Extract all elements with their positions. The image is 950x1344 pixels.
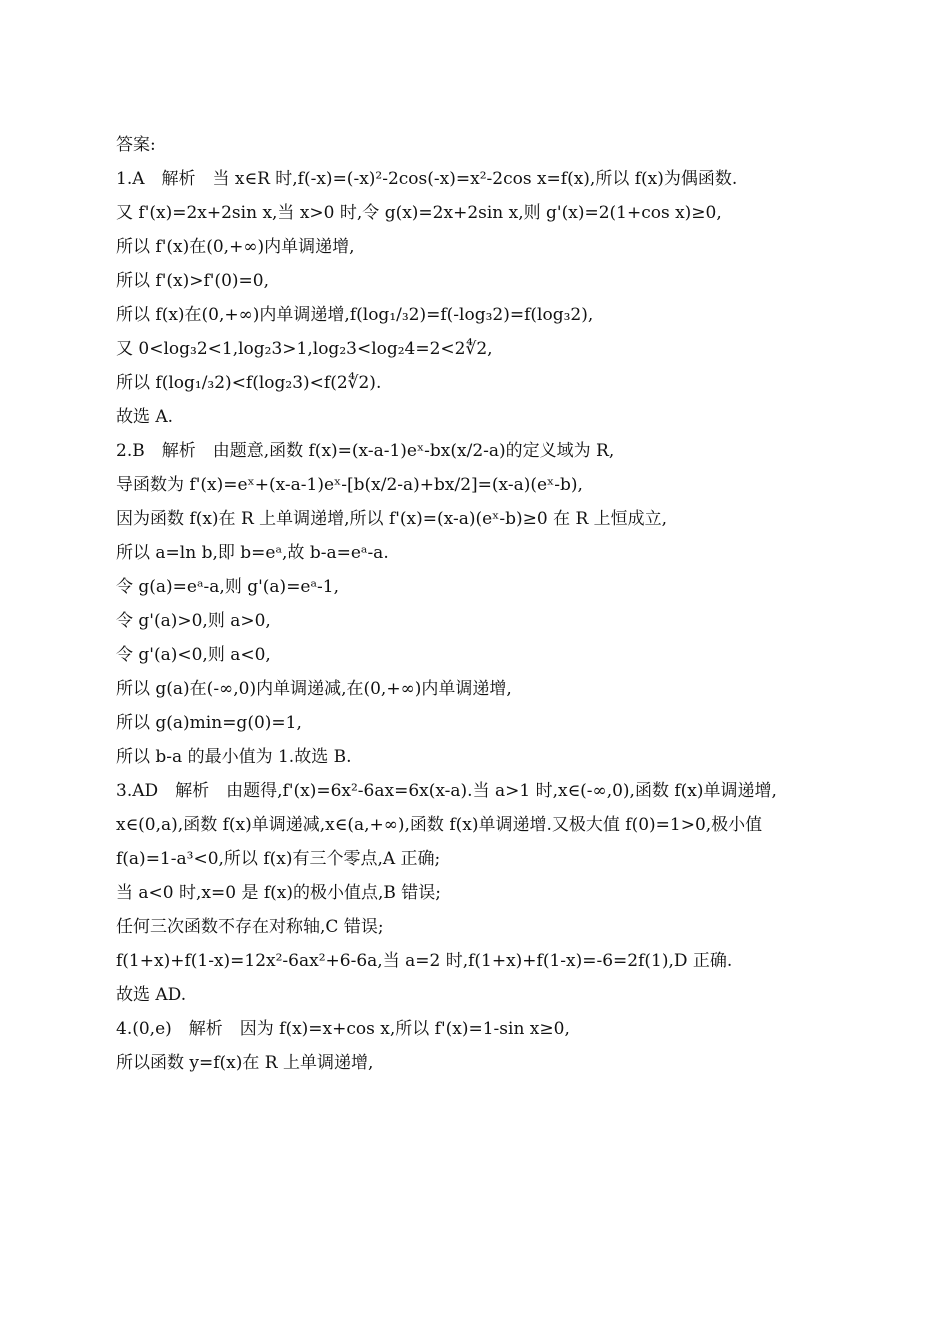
solution-line: 所以 g(a)min=g(0)=1,	[116, 713, 302, 733]
solution-line: 3.AD 解析 由题得,f'(x)=6x²-6ax=6x(x-a).当 a>1 时,x∈(-∞,0),函数 f(x)单调递增,	[116, 781, 777, 801]
solution-line: x∈(0,a),函数 f(x)单调递减,x∈(a,+∞),函数 f(x)单调递增.又极大值 f(0)=1>0,极小值	[116, 815, 763, 835]
solution-line: 任何三次函数不存在对称轴,C 错误;	[116, 917, 384, 937]
solution-line: 所以 f(log₁/₃2)<f(log₂3)<f(2∜2).	[116, 373, 382, 393]
solution-line: 4.(0,e) 解析 因为 f(x)=x+cos x,所以 f'(x)=1-sin x≥0,	[116, 1019, 570, 1039]
solution-line: 又 0<log₃2<1,log₂3>1,log₂3<log₂4=2<2∜2,	[116, 339, 493, 359]
solution-line: 令 g'(a)<0,则 a<0,	[116, 645, 271, 665]
solution-line: 令 g(a)=eᵃ-a,则 g'(a)=eᵃ-1,	[116, 577, 340, 597]
answer-document	[116, 128, 816, 1080]
solution-line: 所以 g(a)在(-∞,0)内单调递减,在(0,+∞)内单调递增,	[116, 679, 512, 699]
solution-line: 故选 AD.	[116, 985, 187, 1005]
answer-header: 答案:	[116, 135, 156, 155]
solution-line: 因为函数 f(x)在 R 上单调递增,所以 f'(x)=(x-a)(eˣ-b)≥0 在 R 上恒成立,	[116, 509, 668, 529]
solution-line: 令 g'(a)>0,则 a>0,	[116, 611, 271, 631]
solution-line: 所以 a=ln b,即 b=eᵃ,故 b-a=eᵃ-a.	[116, 543, 389, 563]
solution-line: 所以 f'(x)在(0,+∞)内单调递增,	[116, 237, 355, 257]
solution-line: 所以 b-a 的最小值为 1.故选 B.	[116, 747, 352, 767]
solution-line: 1.A 解析 当 x∈R 时,f(-x)=(-x)²-2cos(-x)=x²-2cos x=f(x),所以 f(x)为偶函数.	[116, 169, 738, 189]
solution-line: 故选 A.	[116, 407, 174, 427]
solution-line: f(1+x)+f(1-x)=12x²-6ax²+6-6a,当 a=2 时,f(1+x)+f(1-x)=-6=2f(1),D 正确.	[116, 951, 733, 971]
solution-line: 所以函数 y=f(x)在 R 上单调递增,	[116, 1053, 374, 1073]
solution-line: 所以 f(x)在(0,+∞)内单调递增,f(log₁/₃2)=f(-log₃2)=f(log₃2),	[116, 305, 594, 325]
solution-line: 导函数为 f'(x)=eˣ+(x-a-1)eˣ-[b(x/2-a)+bx/2]=(x-a)(eˣ-b),	[116, 475, 583, 495]
solution-line: 当 a<0 时,x=0 是 f(x)的极小值点,B 错误;	[116, 883, 442, 903]
solution-line: 又 f'(x)=2x+2sin x,当 x>0 时,令 g(x)=2x+2sin x,则 g'(x)=2(1+cos x)≥0,	[116, 203, 722, 223]
solution-line: 2.B 解析 由题意,函数 f(x)=(x-a-1)eˣ-bx(x/2-a)的定义域为 R,	[116, 441, 615, 461]
solution-line: 所以 f'(x)>f'(0)=0,	[116, 271, 269, 291]
solution-lines	[116, 162, 816, 1080]
solution-line: f(a)=1-a³<0,所以 f(x)有三个零点,A 正确;	[116, 849, 441, 869]
